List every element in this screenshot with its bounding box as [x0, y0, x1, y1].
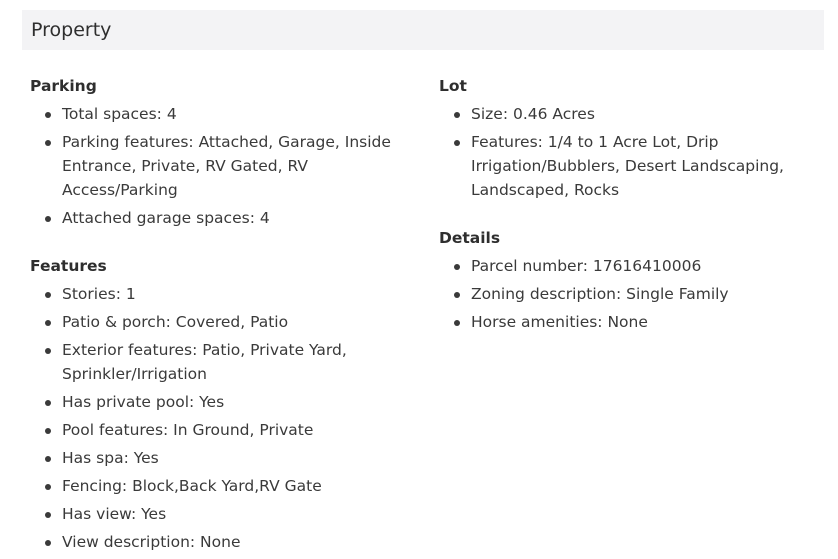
- features-stories: Stories: 1: [62, 285, 136, 303]
- page-title: Property: [31, 19, 112, 41]
- bullet-icon: [45, 456, 51, 462]
- details-parcel-number: Parcel number: 17616410006: [471, 257, 702, 275]
- parking-features: Parking features: Attached, Garage, Inside Entrance, Private, RV Gated, RV Access/Parking: [62, 133, 391, 199]
- bullet-icon: [454, 140, 460, 146]
- bullet-icon: [45, 320, 51, 326]
- bullet-icon: [45, 112, 51, 118]
- parking-title: Parking: [30, 77, 97, 95]
- lot-features: Features: 1/4 to 1 Acre Lot, Drip Irrigation/Bubblers, Desert Landscaping, Landscaped, Rocks: [471, 133, 784, 199]
- parking-list: [30, 102, 420, 230]
- features-view: Has view: Yes: [62, 505, 167, 523]
- parking-garage-spaces: Attached garage spaces: 4: [62, 209, 270, 227]
- details-list: [439, 254, 829, 334]
- bullet-icon: [454, 320, 460, 326]
- list-item: [30, 530, 420, 554]
- parking-total-spaces: Total spaces: 4: [62, 105, 177, 123]
- list-item: [30, 502, 420, 526]
- list-item: [439, 102, 829, 126]
- list-item: [30, 446, 420, 470]
- right-column: [439, 76, 829, 338]
- list-item: [30, 338, 420, 386]
- parking-section: [30, 76, 420, 230]
- bullet-icon: [454, 292, 460, 298]
- bullet-icon: [45, 292, 51, 298]
- bullet-icon: [45, 484, 51, 490]
- bullet-icon: [454, 112, 460, 118]
- details-horse-amenities: Horse amenities: None: [471, 313, 648, 331]
- list-item: [30, 474, 420, 498]
- list-item: [439, 130, 829, 202]
- features-pool: Has private pool: Yes: [62, 393, 225, 411]
- lot-size: Size: 0.46 Acres: [471, 105, 595, 123]
- features-title: Features: [30, 257, 107, 275]
- list-item: [30, 310, 420, 334]
- bullet-icon: [45, 400, 51, 406]
- details-title: Details: [439, 229, 501, 247]
- bullet-icon: [45, 540, 51, 546]
- property-header: [22, 10, 824, 50]
- list-item: [30, 418, 420, 442]
- features-fencing: Fencing: Block,Back Yard,RV Gate: [62, 477, 322, 495]
- bullet-icon: [45, 348, 51, 354]
- list-item: [30, 282, 420, 306]
- left-column: [30, 76, 420, 558]
- bullet-icon: [45, 512, 51, 518]
- lot-title: Lot: [439, 77, 467, 95]
- list-item: [439, 310, 829, 334]
- features-spa: Has spa: Yes: [62, 449, 159, 467]
- list-item: [30, 206, 420, 230]
- bullet-icon: [454, 264, 460, 270]
- lot-list: [439, 102, 829, 202]
- bullet-icon: [45, 428, 51, 434]
- list-item: [439, 282, 829, 306]
- list-item: [30, 130, 420, 202]
- bullet-icon: [45, 216, 51, 222]
- features-view-description: View description: None: [62, 533, 241, 551]
- list-item: [439, 254, 829, 278]
- list-item: [30, 390, 420, 414]
- list-item: [30, 102, 420, 126]
- details-zoning: Zoning description: Single Family: [471, 285, 729, 303]
- features-patio: Patio & porch: Covered, Patio: [62, 313, 289, 331]
- lot-section: [439, 76, 829, 202]
- features-pool-features: Pool features: In Ground, Private: [62, 421, 314, 439]
- features-exterior: Exterior features: Patio, Private Yard, Sprinkler/Irrigation: [62, 341, 347, 383]
- features-section: [30, 256, 420, 554]
- features-list: [30, 282, 420, 554]
- details-section: [439, 228, 829, 334]
- bullet-icon: [45, 140, 51, 146]
